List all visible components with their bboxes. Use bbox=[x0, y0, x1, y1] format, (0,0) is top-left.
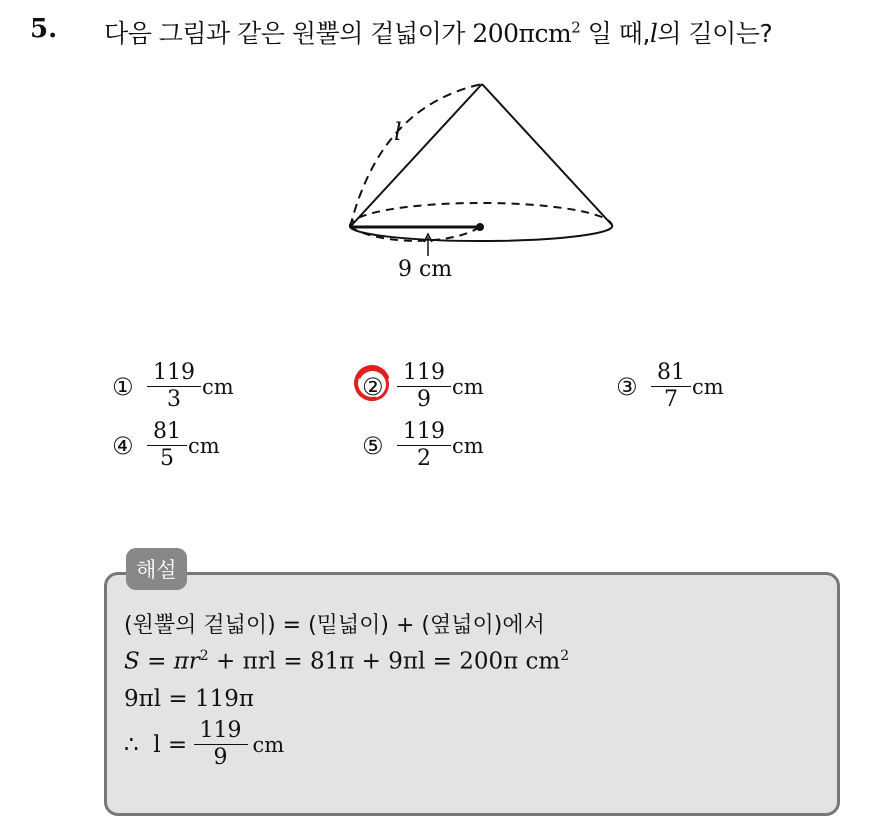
question-area-value: 200π bbox=[472, 19, 535, 48]
question-area-unit: cm bbox=[534, 19, 572, 48]
choice-mark: ① bbox=[112, 372, 134, 401]
question-text-after: 의 길이는? bbox=[657, 19, 773, 48]
solution-line-2 bbox=[124, 648, 569, 675]
fraction-denominator: 3 bbox=[147, 386, 201, 411]
choice-unit: cm bbox=[452, 433, 484, 458]
fraction-denominator: 9 bbox=[194, 744, 248, 769]
question-number: 5. bbox=[30, 14, 58, 44]
question-text-before: 다음 그림과 같은 원뿔의 겉넓이가 bbox=[104, 19, 473, 48]
fraction-numerator: 81 bbox=[657, 360, 685, 385]
fraction-denominator: 9 bbox=[397, 386, 451, 411]
fraction-denominator: 7 bbox=[651, 386, 691, 411]
choice-mark: ③ bbox=[616, 372, 638, 401]
solution-fraction bbox=[197, 720, 245, 769]
fraction-numerator: 81 bbox=[153, 419, 181, 444]
answer-circle-stroke bbox=[351, 363, 393, 405]
fraction-denominator: 2 bbox=[397, 445, 451, 470]
solution-line-2-rest: + πrl = 81π + 9πl = 200π cm bbox=[208, 648, 561, 675]
choice-fraction bbox=[654, 362, 688, 411]
choice-mark-glyph: ② bbox=[362, 372, 384, 401]
question-text-mid: 일 때, bbox=[580, 19, 650, 48]
solution-line-4 bbox=[124, 720, 284, 769]
fraction-denominator: 5 bbox=[147, 445, 187, 470]
solution-line-2-exp2: 2 bbox=[560, 648, 570, 664]
choice-3[interactable] bbox=[616, 362, 724, 411]
solution-line-1: (원뿔의 겉넓이) = (밑넓이) + (옆넓이)에서 bbox=[124, 613, 545, 638]
choice-4[interactable] bbox=[112, 421, 220, 470]
choice-mark bbox=[362, 373, 398, 401]
fraction-numerator: 119 bbox=[403, 360, 445, 385]
solution-line-2-main: S = πr bbox=[124, 648, 200, 675]
fraction-numerator: 119 bbox=[403, 419, 445, 444]
solution-line-3: 9πl = 119π bbox=[124, 686, 255, 712]
cone-center-dot bbox=[476, 223, 484, 231]
cone-figure bbox=[330, 70, 630, 290]
question-text bbox=[104, 14, 772, 50]
fraction-numerator: 119 bbox=[153, 360, 195, 385]
choice-unit: cm bbox=[452, 374, 484, 399]
choice-2[interactable] bbox=[362, 362, 484, 411]
solution-line-2-exp1: 2 bbox=[199, 648, 209, 664]
radius-label: 9 cm bbox=[398, 257, 453, 282]
slant-label: l bbox=[394, 118, 402, 146]
choice-fraction bbox=[400, 421, 448, 470]
choice-fraction bbox=[150, 421, 184, 470]
choice-mark: ④ bbox=[112, 431, 134, 460]
choice-unit: cm bbox=[202, 374, 234, 399]
solution-line-4-unit: cm bbox=[252, 732, 285, 757]
solution-tag: 해설 bbox=[126, 548, 187, 590]
question-variable: l bbox=[649, 19, 658, 48]
choice-unit: cm bbox=[188, 433, 220, 458]
question-area-exp: 2 bbox=[571, 18, 581, 37]
choice-1[interactable] bbox=[112, 362, 234, 411]
choice-mark: ⑤ bbox=[362, 431, 384, 460]
choice-fraction bbox=[150, 362, 198, 411]
choice-fraction bbox=[400, 362, 448, 411]
choice-unit: cm bbox=[692, 374, 724, 399]
fraction-numerator: 119 bbox=[199, 718, 242, 743]
solution-line-4-prefix: ∴ l = bbox=[124, 731, 195, 758]
choice-5[interactable] bbox=[362, 421, 484, 470]
